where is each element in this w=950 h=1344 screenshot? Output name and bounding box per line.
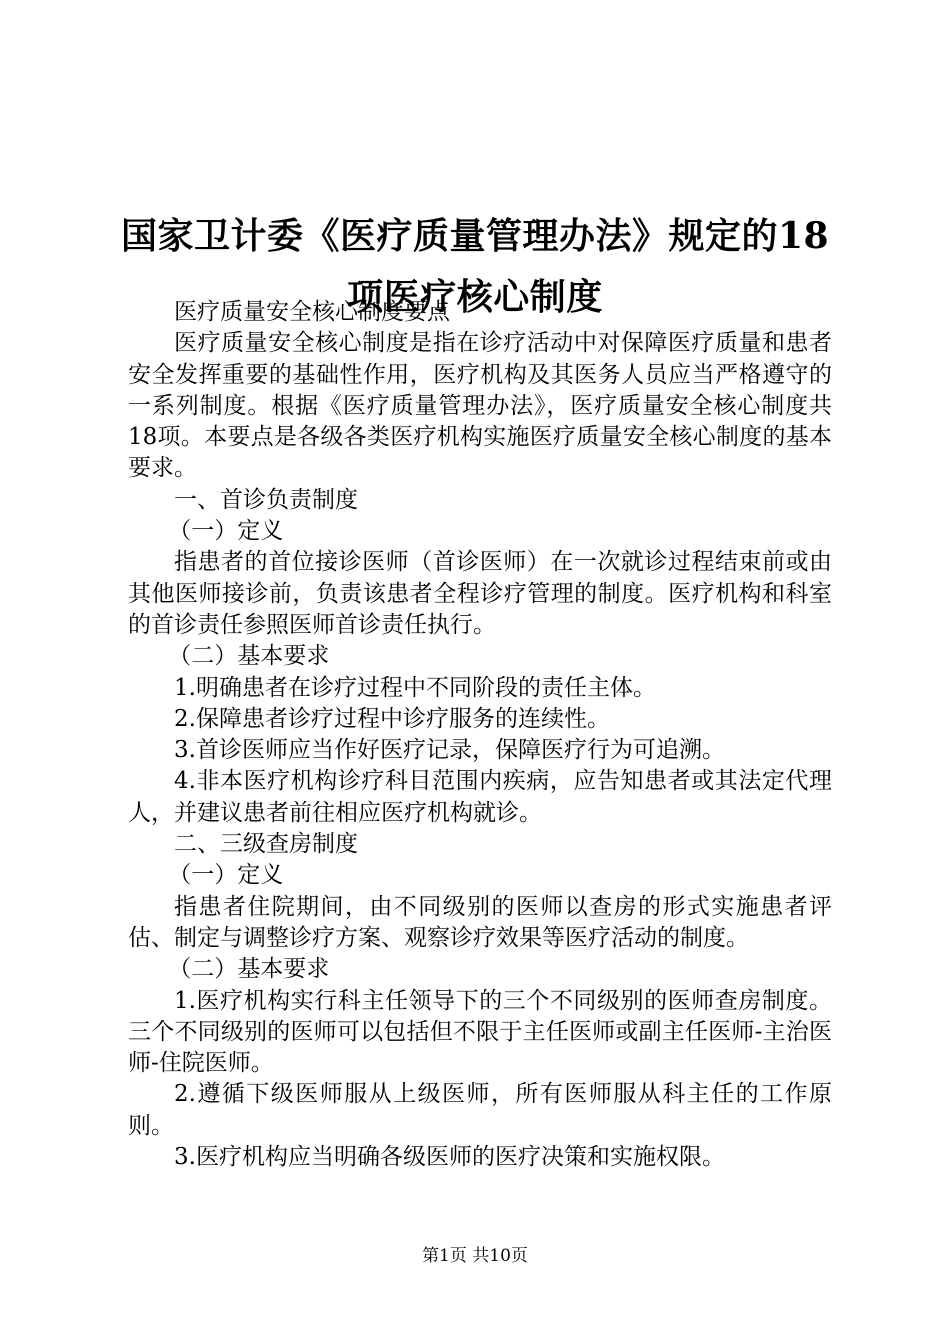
section-heading-key-points: 医疗质量安全核心制度要点 <box>174 299 450 325</box>
requirement-2-3: 3.医疗机构应当明确各级医师的医疗决策和实施权限。 <box>174 1144 725 1171</box>
definition-paragraph-1: 指患者的首位接诊医师（首诊医师）在一次就诊过程结束前或由其他医师接诊前，负责该患者全程诊疗管理的制度。医疗机构和科室的首诊责任参照医师首诊责任执行。 <box>128 549 832 638</box>
requirement-1-4: 4.非本医疗机构诊疗科目范围内疾病，应告知患者或其法定代理人，并建议患者前往相应医疗机构就诊。 <box>128 768 832 826</box>
section-heading-first-visit: 一、首诊负责制度 <box>174 486 358 513</box>
subheading-requirements-1: （二）基本要求 <box>168 643 330 670</box>
section-heading-ward-rounds: 二、三级查房制度 <box>174 831 358 858</box>
definition-paragraph-2: 指患者住院期间，由不同级别的医师以查房的形式实施患者评估、制定与调整诊疗方案、观察诊疗效果等医疗活动的制度。 <box>128 893 832 951</box>
title-line-2: 项医疗核心制度 <box>347 276 603 319</box>
subheading-definition-2: （一）定义 <box>168 862 284 889</box>
intro-paragraph: 医疗质量安全核心制度是指在诊疗活动中对保障医疗质量和患者安全发挥重要的基础性作用，医疗机构及其医务人员应当严格遵守的一系列制度。根据《医疗质量管理办法》，医疗质量安全核心制度共18项。本要点是各级各类医疗机构实施医疗质量安全核心制度的基本要求。 <box>128 330 832 482</box>
subheading-requirements-2: （二）基本要求 <box>168 956 330 983</box>
requirement-2-2: 2.遵循下级医师服从上级医师，所有医师服从科主任的工作原则。 <box>128 1081 832 1139</box>
page-footer: 第1页 共10页 <box>422 1246 528 1266</box>
requirement-2-1: 1.医疗机构实行科主任领导下的三个不同级别的医师查房制度。三个不同级别的医师可以包括但不限于主任医师或副主任医师-主治医师-住院医师。 <box>128 987 832 1077</box>
title-line-1: 国家卫计委《医疗质量管理办法》规定的18 <box>120 215 830 258</box>
requirement-1-2: 2.保障患者诊疗过程中诊疗服务的连续性。 <box>174 705 610 732</box>
requirement-1-3: 3.首诊医师应当作好医疗记录，保障医疗行为可追溯。 <box>174 737 725 764</box>
requirement-1-1: 1.明确患者在诊疗过程中不同阶段的责任主体。 <box>174 674 656 701</box>
subheading-definition-1: （一）定义 <box>168 518 284 545</box>
document-body <box>128 297 832 1173</box>
